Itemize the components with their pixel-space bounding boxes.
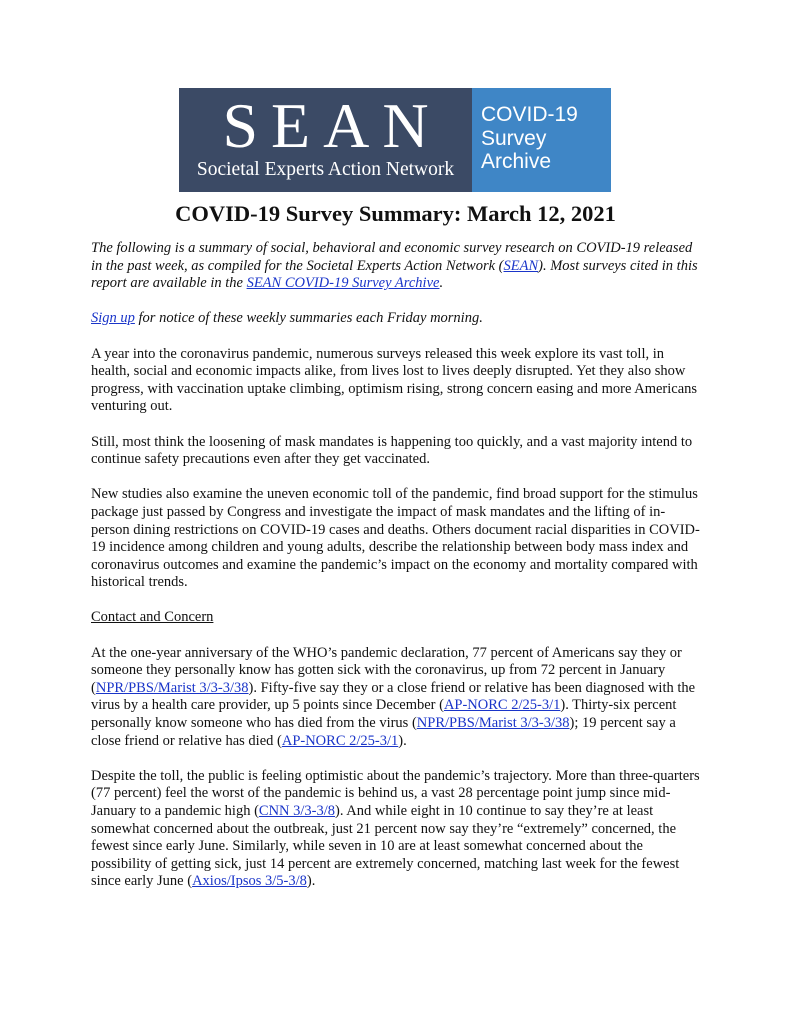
archive-line: COVID-19 — [481, 103, 578, 126]
intro-paragraph — [91, 240, 703, 293]
survey-archive-link[interactable]: SEAN COVID-19 Survey Archive — [246, 275, 440, 292]
citation-link[interactable]: AP-NORC 2/25-3/1 — [281, 732, 399, 749]
paragraph-text: ). — [306, 873, 316, 890]
archive-line: Archive — [481, 150, 552, 173]
paragraph-text: ). And while eight in 10 continue to say they’re at least somewhat concerned about the outbreak, just 21 percent now say they’re “extremely” concerned, the fewest since early June. Similarly, while seven in 10 are at least somewhat concerned about the possibility of getting sick, just 14 percent are extremely concerned, matching last week for the fewest since early June ( — [91, 803, 680, 890]
paragraph-text: At the one-year anniversary of the WHO’s pandemic declaration, 77 percent of Americans say they or someone they personally know has gotten sick with the coronavirus, up from 72 percent in January ( — [91, 644, 682, 696]
intro-text: . — [439, 275, 444, 292]
contact-paragraph — [91, 645, 703, 751]
optimism-paragraph — [91, 768, 703, 891]
citation-link[interactable]: CNN 3/3-3/8 — [258, 803, 336, 819]
signup-text: for notice of these weekly summaries each Friday morning. — [134, 310, 483, 327]
paragraph-text: ); 19 percent say a close friend or relative has died ( — [91, 715, 676, 749]
citation-link[interactable]: NPR/PBS/Marist 3/3-3/38 — [95, 679, 249, 696]
sean-subtitle: Societal Experts Action Network — [196, 159, 455, 180]
citation-link[interactable]: AP-NORC 2/25-3/1 — [443, 697, 561, 714]
sean-logo — [179, 88, 472, 192]
citation-link[interactable]: Axios/Ipsos 3/5-3/8 — [192, 873, 307, 890]
body-paragraph: New studies also examine the uneven economic toll of the pandemic, find broad support for the stimulus package just passed by Congress and investigate the impact of mask mandates and the lifting of in-person dining restrictions on COVID-19 cases and deaths. Others document racial disparities in COVID-19 incidence among children and young adults, describe the relationship between body mass index and coronavirus outcomes and examine the pandemic’s impact on the economy and mortality compared with historical trends. — [91, 486, 700, 591]
section-heading-contact-concern: Contact and Concern — [91, 609, 214, 626]
paragraph-text: ). — [398, 732, 407, 749]
sean-wordmark: SEAN — [222, 90, 442, 161]
paragraph-text: Despite the toll, the public is feeling optimistic about the pandemic’s trajectory. More than three-quarters (77 percent) feel the worst of the pandemic is behind us, a vast 28 percentage point jump since mid-January to a pandemic high ( — [91, 767, 700, 819]
archive-line: Survey — [481, 126, 547, 150]
intro-text: The following is a summary of social, behavioral and economic survey research on COVID-19 released in the past week, as compiled for the Societal Experts Action Network ( — [91, 240, 693, 274]
sean-link[interactable]: SEAN — [503, 257, 539, 274]
archive-label — [481, 103, 578, 174]
paragraph-text: ). Fifty-five say they or a close friend or relative has been diagnosed with the virus by a health care provider, up 5 points since December ( — [91, 679, 696, 714]
sign-up-link[interactable]: Sign up — [91, 310, 135, 327]
sean-logo-banner — [179, 88, 611, 192]
paragraph-text: ). Thirty-six percent personally know someone who has died from the virus ( — [91, 697, 677, 732]
intro-text: ). Most surveys cited in this report are available in the — [91, 257, 698, 292]
body-paragraph: Still, most think the loosening of mask mandates is happening too quickly, and a vast majority intend to continue safety precautions even after they get vaccinated. — [91, 433, 693, 468]
document-body — [91, 240, 703, 909]
body-paragraph: A year into the coronavirus pandemic, numerous surveys released this week explore its vast toll, in health, social and economic impacts alike, from lives lost to lives deeply disrupted. Yet they also show progress, with vaccination uptake climbing, optimism rising, strong concern easing and more Americans venturing out. — [91, 345, 698, 415]
signup-paragraph — [91, 310, 703, 328]
citation-link[interactable]: NPR/PBS/Marist 3/3-3/38 — [416, 715, 570, 732]
archive-badge — [472, 88, 611, 192]
page-title: COVID-19 Survey Summary: March 12, 2021 — [175, 201, 616, 226]
